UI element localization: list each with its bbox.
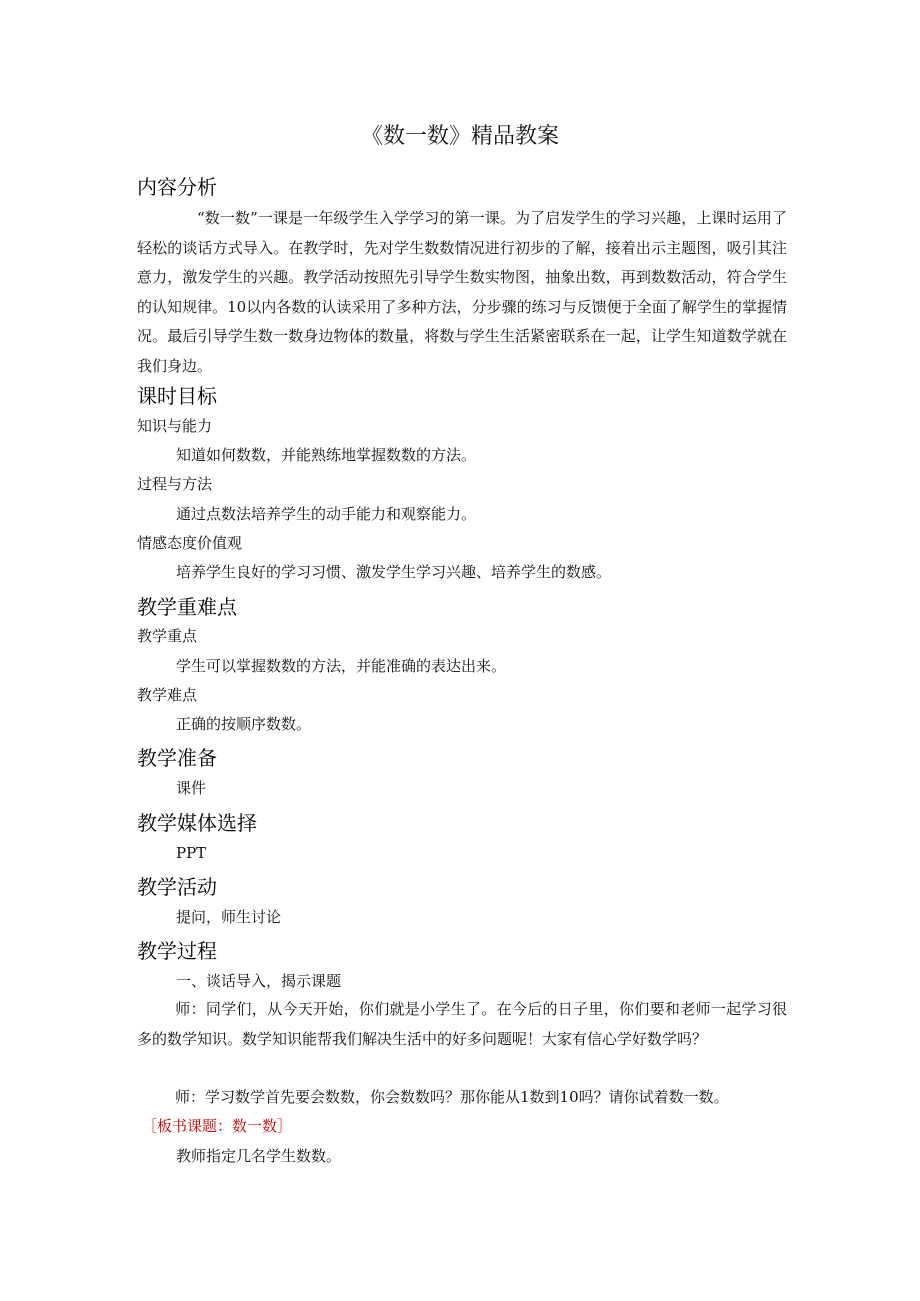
difficulty-label: 教学难点 xyxy=(137,686,198,704)
heading-content-analysis: 内容分析 xyxy=(137,175,217,199)
knowledge-label: 知识与能力 xyxy=(137,417,213,435)
process-paragraph-2 xyxy=(137,1083,797,1113)
content-analysis-text: “数一数”一课是一年级学生入学学习的第一课。为了启发学生的学习兴趣，上课时运用了轻松的谈话方式导入。在教学时，先对学生数数情况进行初步的了解，接着出示主题图，吸引其注意力，激发学生的兴趣。教学活动按照先引导学生数实物图，抽象出数，再到数数活动，符合学生的认知规律。10以内各数的认读采用了多种方法，分步骤的练习与反馈便于全面了解学生的掌握情况。最后引导学生数一数身边物体的数量，将数与学生生活紧密联系在一起，让学生知道数学就在我们身边。 xyxy=(137,209,787,375)
process-text: 通过点数法培养学生的动手能力和观察能力。 xyxy=(176,505,477,523)
difficulty-text: 正确的按顺序数数。 xyxy=(176,715,312,733)
focus-label: 教学重点 xyxy=(137,627,198,645)
emotion-text: 培养学生良好的学习习惯、激发学生学习兴趣、培养学生的数感。 xyxy=(176,563,612,581)
heading-key-points: 教学重难点 xyxy=(137,595,237,619)
content-analysis-paragraph xyxy=(137,204,787,381)
knowledge-text: 知道如何数数，并能熟练地掌握数数的方法。 xyxy=(176,446,477,464)
heading-objectives: 课时目标 xyxy=(137,384,217,408)
media-text: PPT xyxy=(176,844,207,862)
process-paragraph-3: 教师指定几名学生数数。 xyxy=(176,1147,342,1165)
heading-activity: 教学活动 xyxy=(137,875,217,899)
emotion-label: 情感态度价值观 xyxy=(137,534,243,552)
heading-media: 教学媒体选择 xyxy=(137,811,257,835)
process-label: 过程与方法 xyxy=(137,475,213,493)
document-title: 《数一数》精品教案 xyxy=(360,124,559,149)
activity-text: 提问，师生讨论 xyxy=(176,908,282,926)
heading-preparation: 教学准备 xyxy=(137,746,217,770)
process-p2-text: 师：学习数学首先要会数数，你会数数吗？那你能从1数到10吗？请你试着数一数。 xyxy=(175,1088,729,1106)
process-p1-text: 师：同学们，从今天开始，你们就是小学生了。在今后的日子里，你们要和老师一起学习很多的数学知识。数学知识能帮我们解决生活中的好多问题呢！大家有信心学好数学吗？ xyxy=(137,1000,787,1048)
board-title-note: ［板书课题：数一数］ xyxy=(142,1117,293,1135)
process-paragraph-1 xyxy=(137,995,787,1054)
preparation-text: 课件 xyxy=(176,779,207,797)
process-step1: 一、谈话导入，揭示课题 xyxy=(176,972,342,990)
focus-text: 学生可以掌握数数的方法，并能准确的表达出来。 xyxy=(176,657,507,675)
heading-process: 教学过程 xyxy=(137,939,217,963)
